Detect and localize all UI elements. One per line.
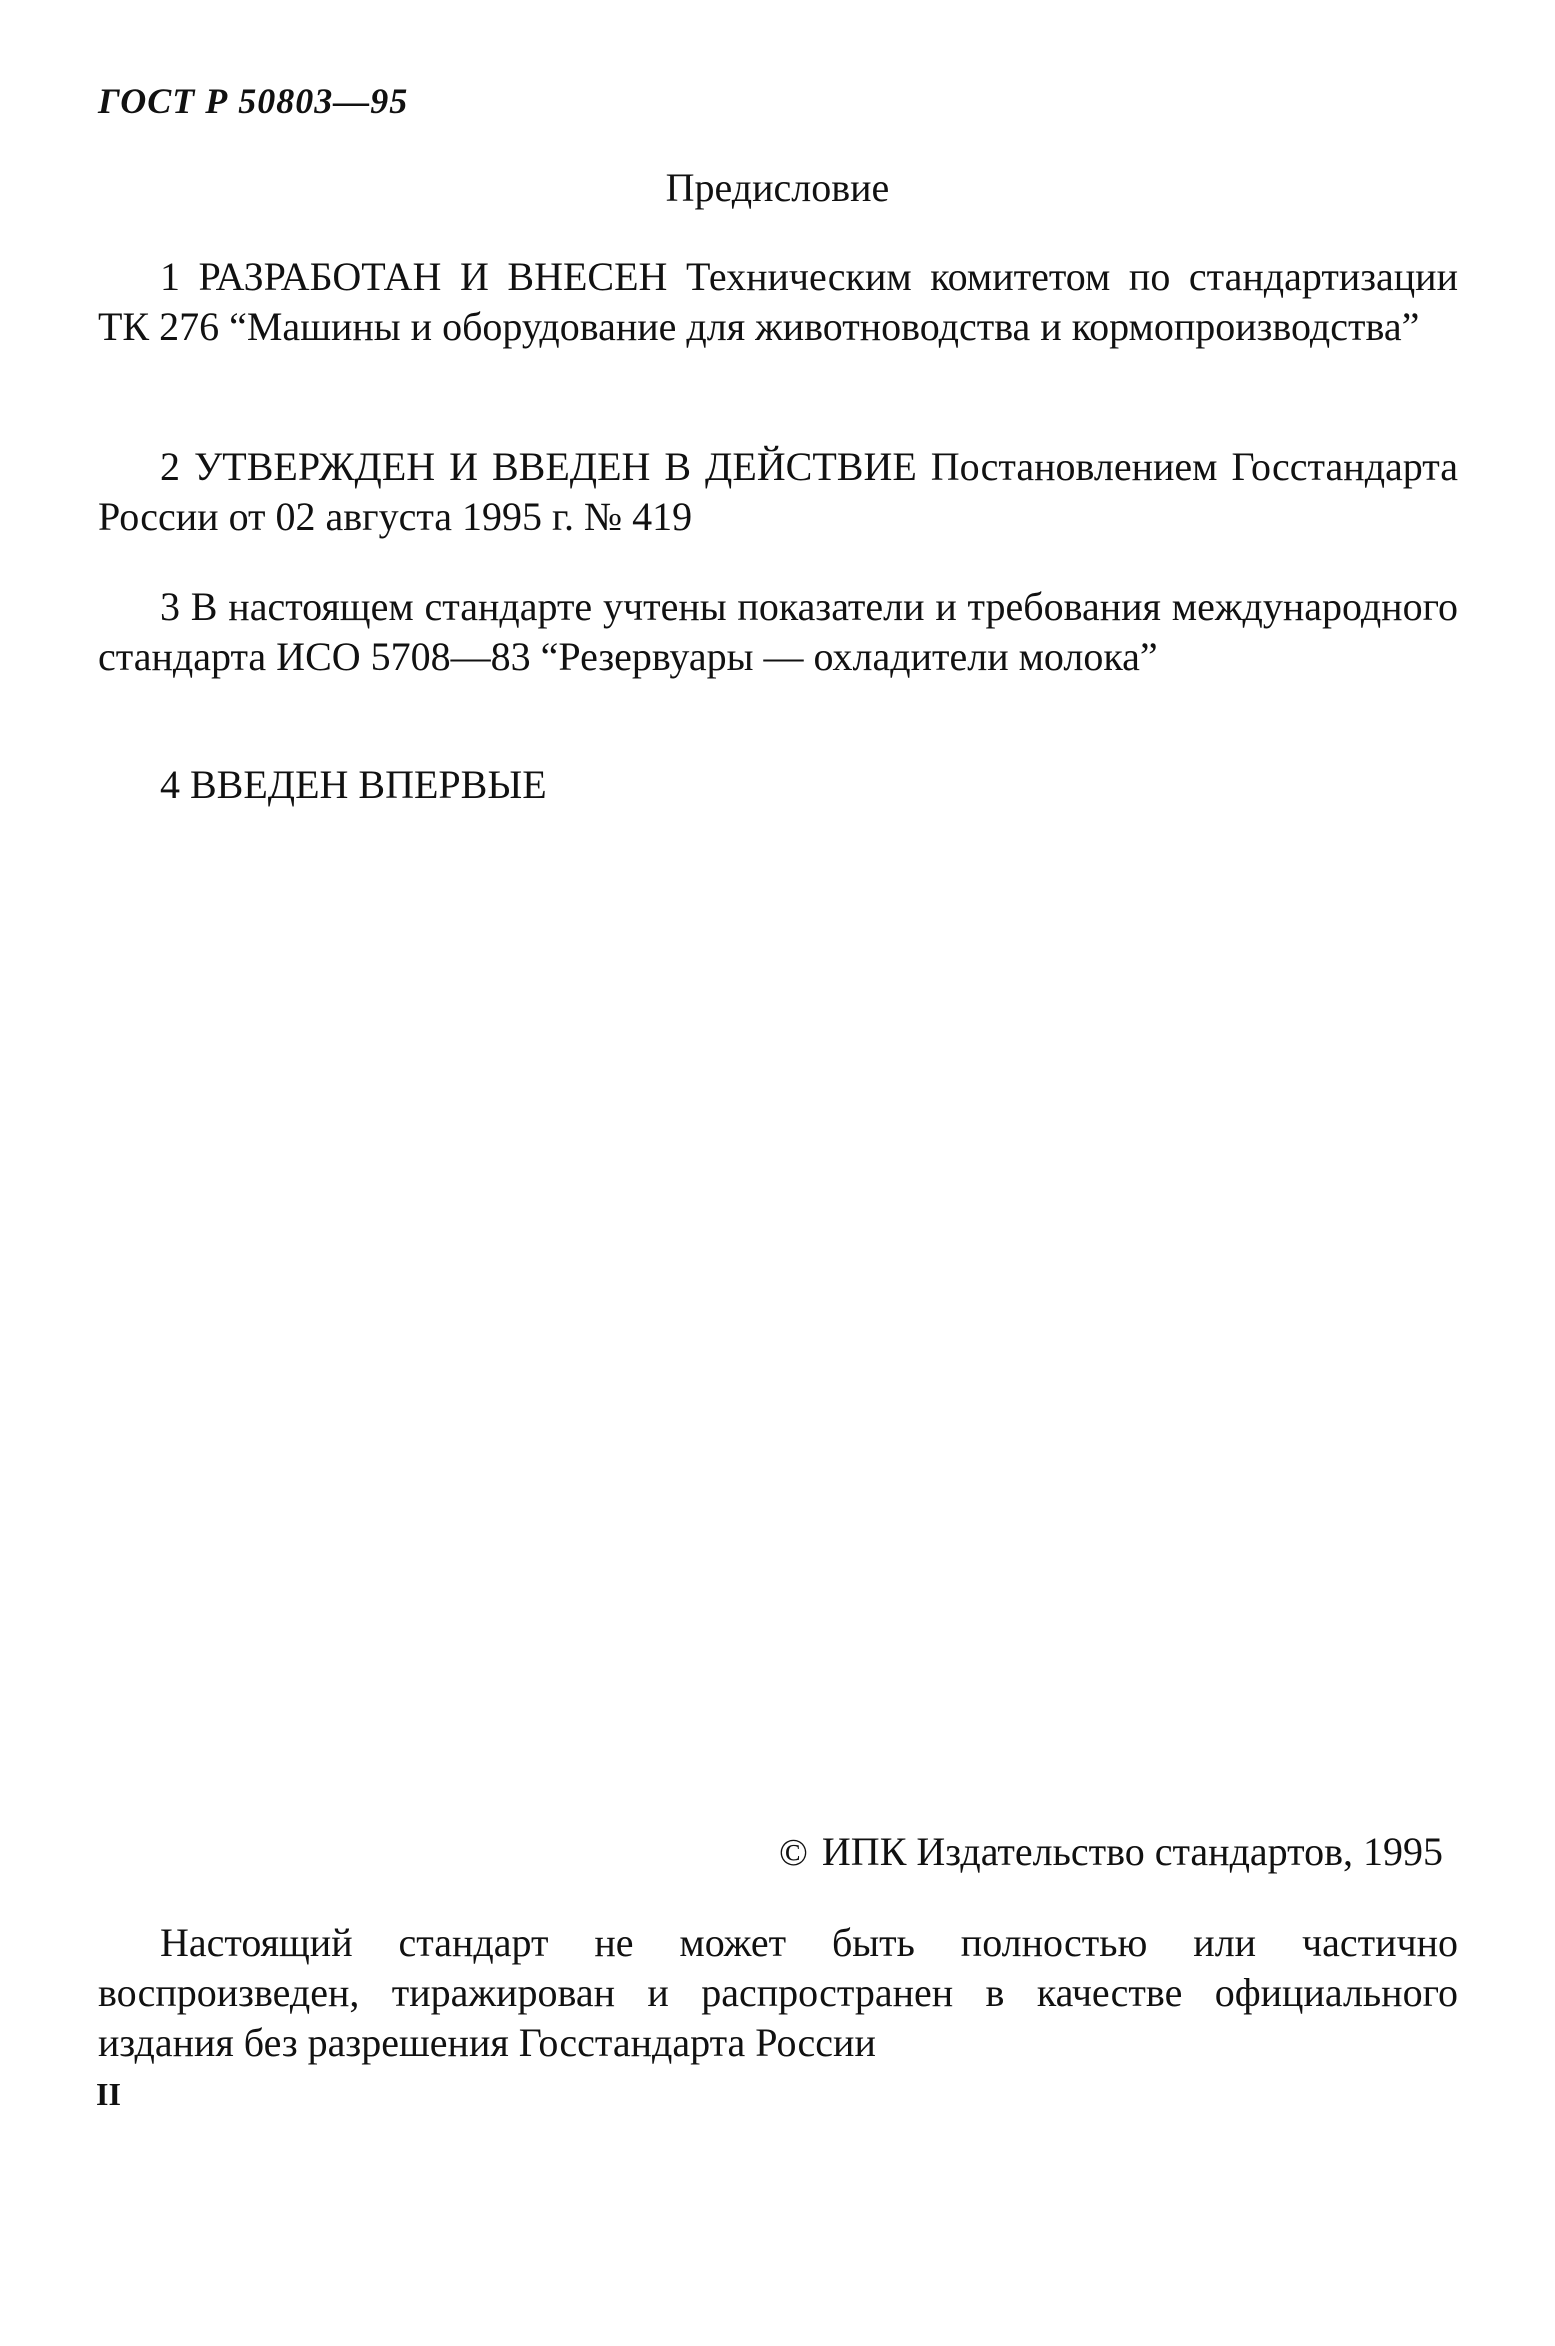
paragraph-3 — [98, 582, 1458, 682]
copyright-icon: © — [779, 1832, 808, 1874]
reproduction-notice — [98, 1918, 1458, 2068]
page-number: II — [96, 2076, 121, 2112]
document-code: ГОСТ Р 50803—95 — [98, 81, 409, 121]
paragraph-1-text: 1 РАЗРАБОТАН И ВНЕСЕН Техническим комитетом по стандартизации ТК 276 “Машины и оборудование для животноводства и кормопроизводства” — [98, 254, 1458, 349]
copyright-line — [779, 1828, 1443, 1875]
paragraph-3-text: 3 В настоящем стандарте учтены показатели и требования международного стандарта ИСО 5708—83 “Резервуары — охладители молока” — [98, 584, 1458, 679]
paragraph-2 — [98, 442, 1458, 542]
copyright-text: ИПК Издательство стандартов, 1995 — [821, 1829, 1443, 1874]
reproduction-notice-text: Настоящий стандарт не может быть полностью или частично воспроизведен, тиражирован и распространен в качестве официального издания без разрешения Госстандарта России — [98, 1920, 1458, 2065]
section-title: Предисловие — [665, 165, 890, 210]
paragraph-1 — [98, 252, 1458, 352]
paragraph-4 — [98, 760, 1458, 810]
paragraph-2-text: 2 УТВЕРЖДЕН И ВВЕДЕН В ДЕЙСТВИЕ Постановлением Госстандарта России от 02 августа 1995 г. № 419 — [98, 444, 1458, 539]
paragraph-4-text: 4 ВВЕДЕН ВПЕРВЫЕ — [160, 762, 547, 807]
